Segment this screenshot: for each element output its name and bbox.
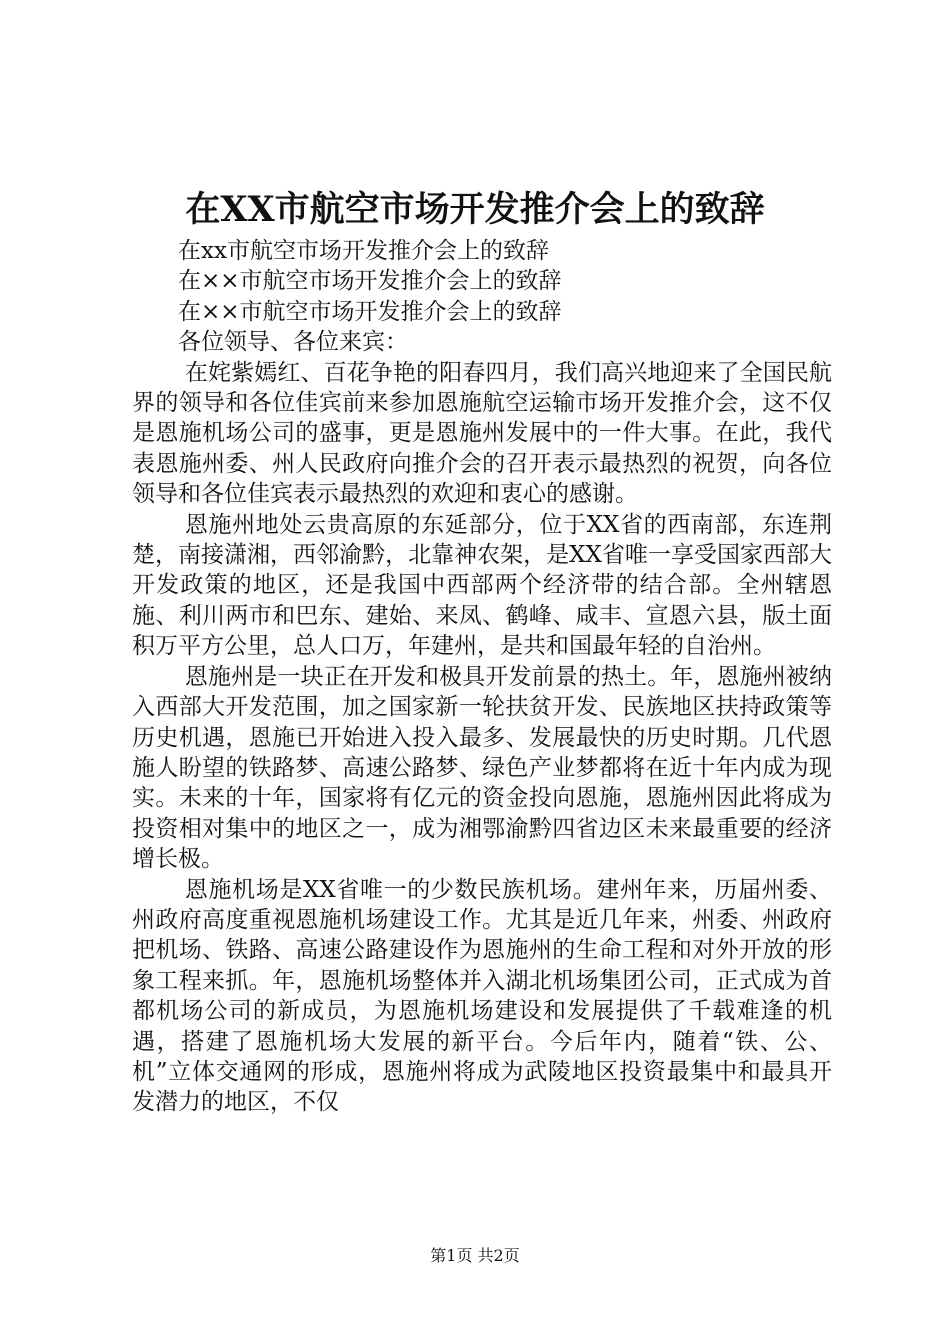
body-paragraph: 恩施机场是XX省唯一的少数民族机场。建州年来，历届州委、州政府高度重视恩施机场建设工作。尤其是近几年来，州委、州政府把机场、铁路、高速公路建设作为恩施州的生命工程和对外开放的形象工程来抓。年，恩施机场整体并入湖北机场集团公司，正式成为首都机场公司的新成员，为恩施机场建设和发展提供了千载难逢的机遇，搭建了恩施机场大发展的新平台。今后年内，随着“铁、公、机”立体交通网的形成，恩施州将成为武陵地区投资最集中和最具开发潜力的地区，不仅 (132, 876, 832, 1116)
subtitle-line: 在××市航空市场开发推介会上的致辞 (178, 268, 562, 295)
body-paragraph: 在姹紫嫣红、百花争艳的阳春四月，我们高兴地迎来了全国民航界的领导和各位佳宾前来参加恩施航空运输市场开发推介会，这不仅是恩施机场公司的盛事，更是恩施州发展中的一件大事。在此，我代表恩施州委、州人民政府向推介会的召开表示最热烈的祝贺，向各位领导和各位佳宾表示最热烈的欢迎和衷心的感谢。 (132, 359, 832, 508)
body-paragraph: 恩施州是一块正在开发和极具开发前景的热土。年，恩施州被纳入西部大开发范围，加之国家新一轮扶贫开发、民族地区扶持政策等历史机遇，恩施已开始进入投入最多、发展最快的历史时期。几代恩施人盼望的铁路梦、高速公路梦、绿色产业梦都将在近十年内成为现实。未来的十年，国家将有亿元的资金投向恩施，恩施州因此将成为投资相对集中的地区之一，成为湘鄂渝黔四省边区未来最重要的经济增长极。 (132, 663, 832, 873)
salutation: 各位领导、各位来宾： (178, 329, 408, 356)
document-body (132, 236, 832, 1118)
body-paragraph: 恩施州地处云贵高原的东延部分，位于XX省的西南部，东连荆楚，南接潇湘，西邻渝黔，北靠神农架，是XX省唯一享受国家西部大开发政策的地区，还是我国中西部两个经济带的结合部。全州辖恩施、利川两市和巴东、建始、来凤、鹤峰、咸丰、宣恩六县，版土面积万平方公里，总人口万，年建州，是共和国最年轻的自治州。 (132, 511, 832, 660)
subtitle-line: 在xx市航空市场开发推介会上的致辞 (178, 238, 549, 264)
document-title: 在XX市航空市场开发推介会上的致辞 (185, 189, 765, 230)
subtitle-line: 在××市航空市场开发推介会上的致辞 (178, 298, 562, 325)
page-footer: 第1页 共2页 (430, 1246, 520, 1265)
